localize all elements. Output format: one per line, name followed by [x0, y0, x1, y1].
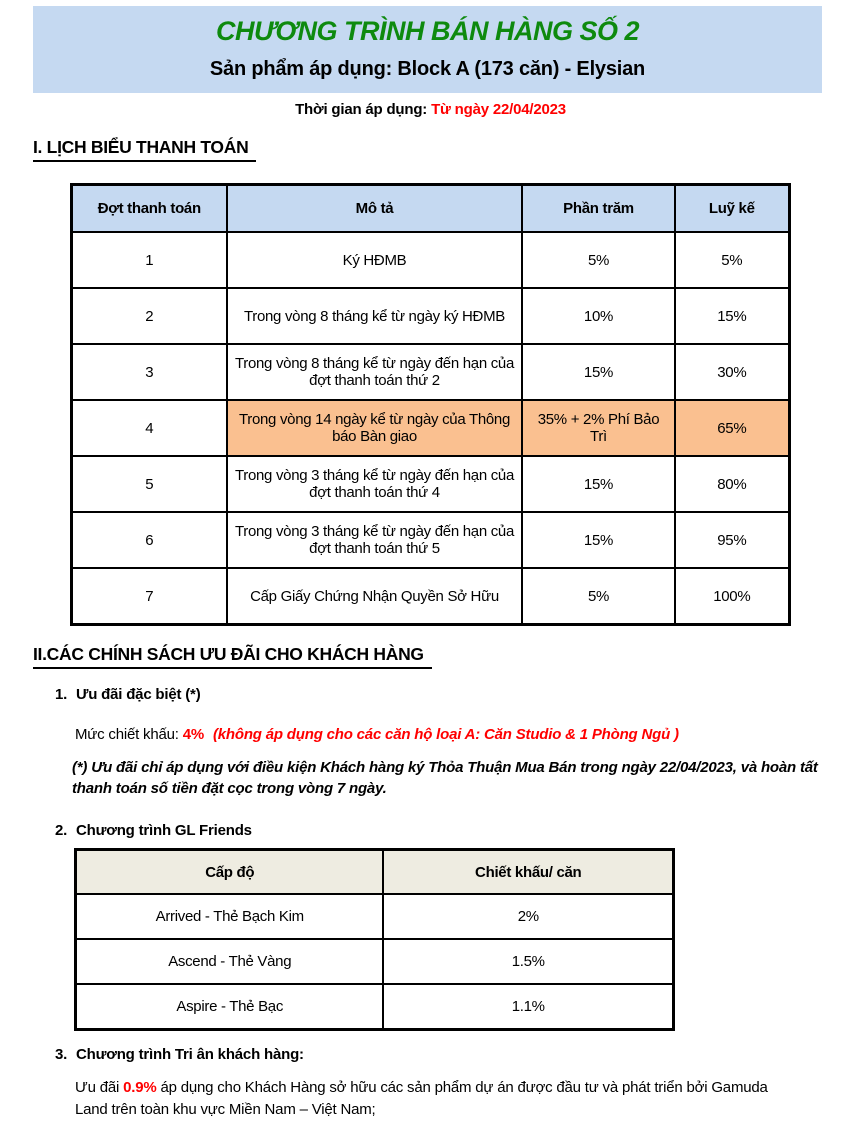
payment-4-dot: 4: [72, 400, 227, 456]
payment-7-phantram: 5%: [522, 568, 674, 625]
payment-7-dot: 7: [72, 568, 227, 625]
item3-title: Chương trình Tri ân khách hàng:: [76, 1046, 304, 1063]
title-banner: [33, 6, 822, 93]
tier-ascend-discount: 1.5%: [383, 939, 673, 984]
program-title: CHƯƠNG TRÌNH BÁN HÀNG SỐ 2: [216, 16, 639, 46]
payment-1-phantram: 5%: [522, 232, 674, 288]
tier-ascend: Ascend - Thẻ Vàng: [76, 939, 384, 984]
discount-value: 4%: [182, 726, 205, 743]
gl-friends-row-arrived: [76, 894, 674, 939]
payment-4-mota: Trong vòng 14 ngày kể từ ngày của Thông báo Bàn giao: [227, 400, 523, 456]
item1-title: Ưu đãi đặc biệt (*): [76, 686, 201, 703]
discount-label: Mức chiết khấu:: [75, 726, 179, 743]
payment-1-mota: Ký HĐMB: [227, 232, 523, 288]
payment-5-luyke: 80%: [675, 456, 790, 512]
payment-2-phantram: 10%: [522, 288, 674, 344]
item2-heading: [55, 822, 455, 839]
apply-period-label: Thời gian áp dụng:: [295, 101, 428, 118]
apply-period-line: [0, 101, 861, 118]
payment-1-luyke: 5%: [675, 232, 790, 288]
header-phan-tram: Phần trăm: [522, 185, 674, 233]
program-subtitle: Sản phẩm áp dụng: Block A (173 căn) - Elysian: [209, 58, 646, 80]
item2-title: Chương trình GL Friends: [76, 822, 252, 839]
loyalty-discount-value: 0.9%: [123, 1079, 157, 1096]
payment-6-dot: 6: [72, 512, 227, 568]
payment-7-luyke: 100%: [675, 568, 790, 625]
payment-row-1: [72, 232, 790, 288]
item1-heading: [55, 686, 455, 703]
loyalty-text-after: áp dụng cho Khách Hàng sở hữu các sản phẩm dự án được đầu tư và phát triển bởi Gamuda Land trên toàn khu vực Miền Nam – Việt Nam;: [75, 1079, 768, 1118]
header-luy-ke: Luỹ kế: [675, 185, 790, 233]
payment-4-phantram: 35% + 2% Phí Bảo Trì: [522, 400, 674, 456]
payment-3-dot: 3: [72, 344, 227, 400]
tier-arrived: Arrived - Thẻ Bạch Kim: [76, 894, 384, 939]
payment-5-mota: Trong vòng 3 tháng kể từ ngày đến hạn của đợt thanh toán thứ 4: [227, 456, 523, 512]
tier-arrived-discount: 2%: [383, 894, 673, 939]
payment-6-luyke: 95%: [675, 512, 790, 568]
special-offer-condition: (*) Ưu đãi chỉ áp dụng với điều kiện Khách hàng ký Thỏa Thuận Mua Bán trong ngày 22/04/2023, và hoàn tất thanh toán số tiền đặt cọc trong vòng 7 ngày.: [72, 759, 818, 797]
payment-5-phantram: 15%: [522, 456, 674, 512]
gl-friends-table: [74, 848, 675, 1031]
gl-friends-row-aspire: [76, 984, 674, 1030]
discount-note: (không áp dụng cho các căn hộ loại A: Căn Studio & 1 Phòng Ngủ ): [212, 726, 679, 743]
gl-friends-header-row: [76, 850, 674, 895]
header-dot-thanh-toan: Đợt thanh toán: [72, 185, 227, 233]
payment-row-2: [72, 288, 790, 344]
section1-heading: I. LỊCH BIỂU THANH TOÁN: [33, 137, 256, 162]
payment-4-luyke: 65%: [675, 400, 790, 456]
header-chiet-khau: Chiết khấu/ căn: [383, 850, 673, 895]
payment-row-5: [72, 456, 790, 512]
header-cap-do: Cấp độ: [76, 850, 384, 895]
loyalty-program-text: [75, 1077, 780, 1121]
loyalty-text-before: Ưu đãi: [75, 1079, 120, 1096]
item2-number: 2.: [55, 822, 68, 839]
payment-row-4-highlighted: [72, 400, 790, 456]
payment-row-3: [72, 344, 790, 400]
item3-heading: [55, 1046, 555, 1063]
payment-3-luyke: 30%: [675, 344, 790, 400]
header-mo-ta: Mô tả: [227, 185, 523, 233]
gl-friends-row-ascend: [76, 939, 674, 984]
payment-row-6: [72, 512, 790, 568]
section2-heading: II.CÁC CHÍNH SÁCH ƯU ĐÃI CHO KHÁCH HÀNG: [33, 644, 432, 669]
payment-schedule-table: [70, 183, 791, 626]
payment-2-mota: Trong vòng 8 tháng kể từ ngày ký HĐMB: [227, 288, 523, 344]
payment-6-mota: Trong vòng 3 tháng kể từ ngày đến hạn của đợt thanh toán thứ 5: [227, 512, 523, 568]
payment-row-7: [72, 568, 790, 625]
tier-aspire: Aspire - Thẻ Bạc: [76, 984, 384, 1030]
payment-3-mota: Trong vòng 8 tháng kể từ ngày đến hạn của đợt thanh toán thứ 2: [227, 344, 523, 400]
apply-period-value: Từ ngày 22/04/2023: [431, 101, 566, 118]
payment-6-phantram: 15%: [522, 512, 674, 568]
payment-2-luyke: 15%: [675, 288, 790, 344]
payment-7-mota: Cấp Giấy Chứng Nhận Quyền Sở Hữu: [227, 568, 523, 625]
payment-1-dot: 1: [72, 232, 227, 288]
tier-aspire-discount: 1.1%: [383, 984, 673, 1030]
discount-line: [75, 726, 835, 743]
payment-table-header-row: [72, 185, 790, 233]
payment-5-dot: 5: [72, 456, 227, 512]
item1-number: 1.: [55, 686, 68, 703]
payment-2-dot: 2: [72, 288, 227, 344]
item3-number: 3.: [55, 1046, 68, 1063]
payment-3-phantram: 15%: [522, 344, 674, 400]
